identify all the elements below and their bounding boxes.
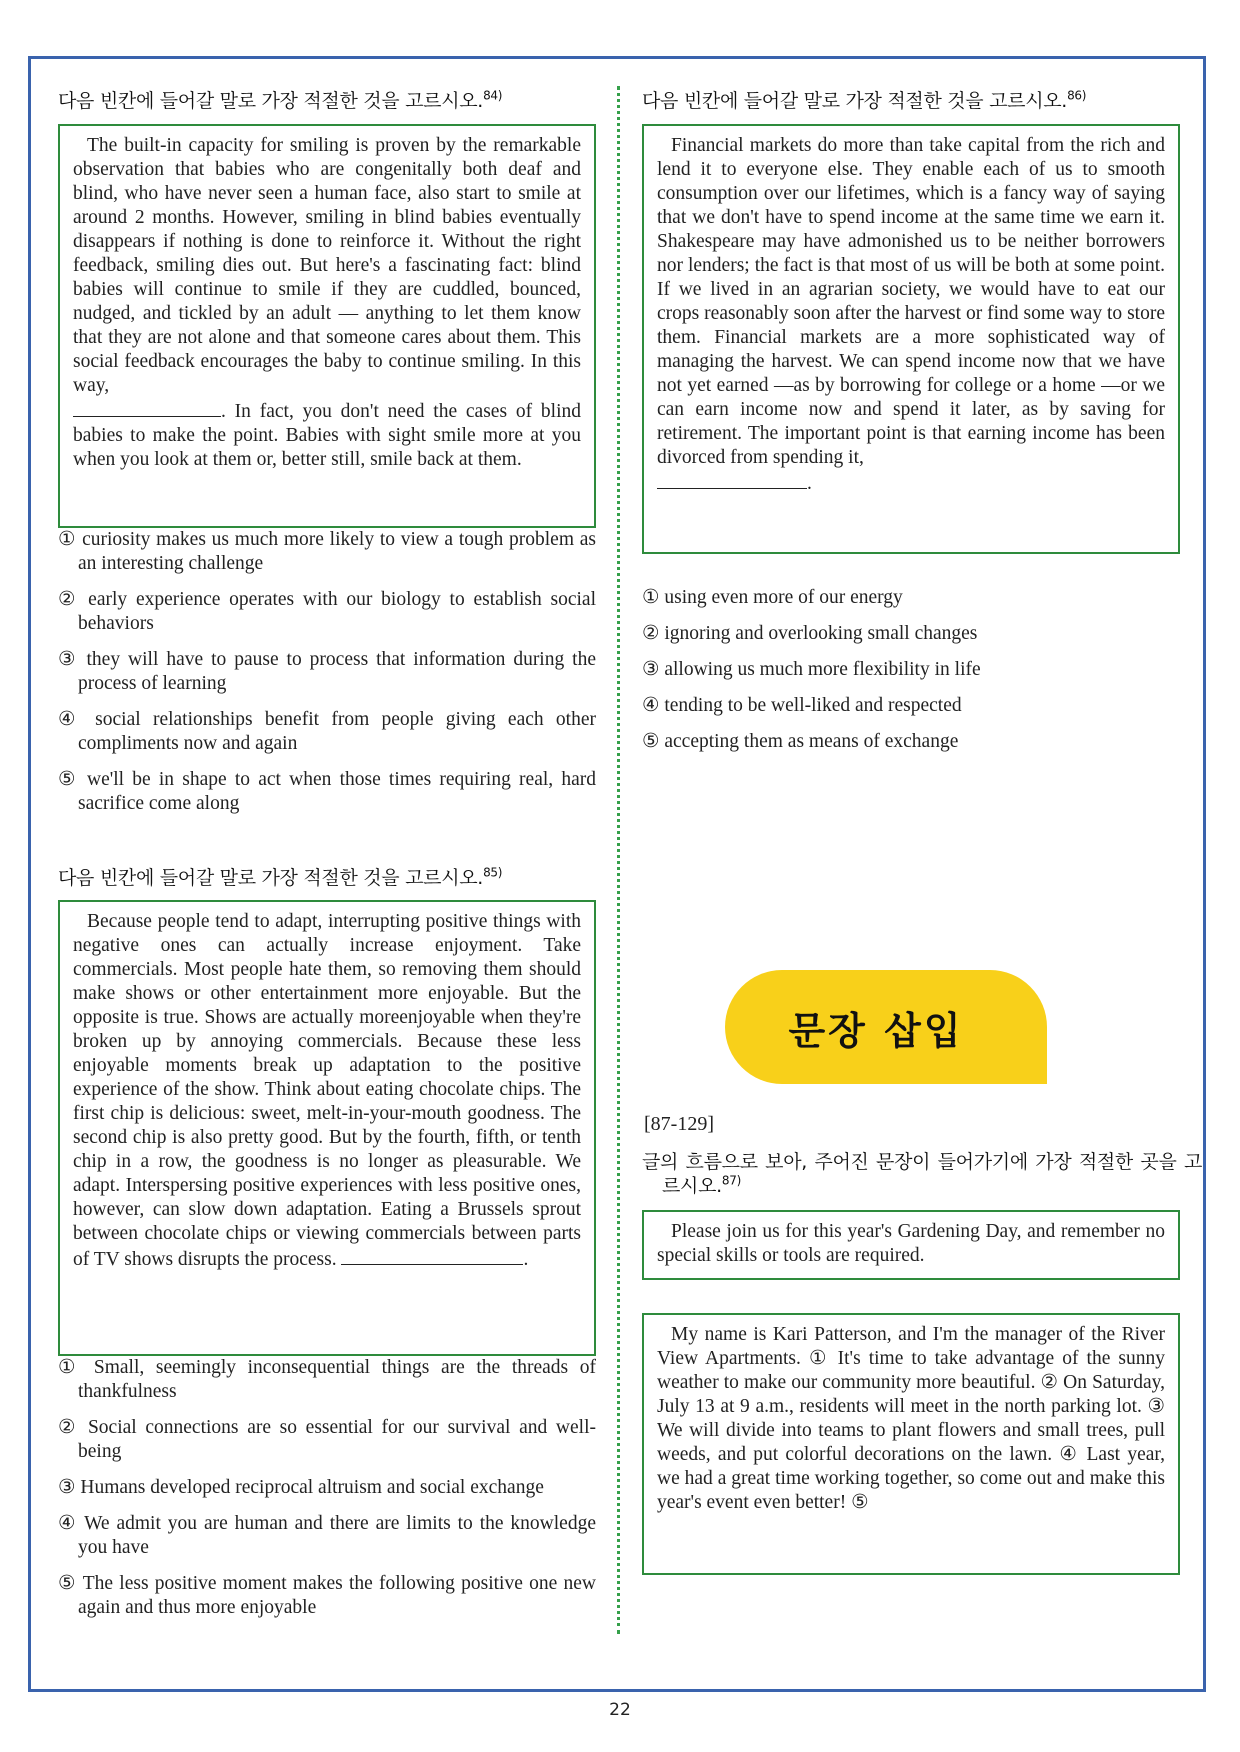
question-84-passage: The built-in capacity for smiling is proven by the remarkable observation that babies who are congenitally both deaf and blind, who have never seen a human face, also start to smile at around 2 months. However, smiling in blind babies eventually disappears if nothing is done to reinforce it. Without the right feedback, smiling dies out. But here's a fascinating fact: blind babies will continue to smile if they are cuddled, bounced, nudged, and tickled by an adult — anything to let them know that they are not alone and that someone cares about them. This social feedback encourages the baby to continue smiling. In this way, . In fact, you don't need the cases of blind babies to make the point. Babies with sight smile more at you when you look at them or, better still, smile back at them.: [58, 124, 596, 528]
answer-blank: [341, 1246, 523, 1265]
option-1[interactable]: ① curiosity makes us much more likely to view a tough problem as an interesting challenge: [58, 529, 596, 574]
option-5[interactable]: ⑤ we'll be in shape to act when those times requiring real, hard sacrifice come along: [58, 769, 596, 814]
option-3[interactable]: ③ allowing us much more flexibility in life: [642, 659, 981, 680]
option-2[interactable]: ② Social connections are so essential for our survival and well-being: [58, 1417, 596, 1462]
question-86-passage: Financial markets do more than take capital from the rich and lend it to everyone else. They enable each of us to smooth consumption over our lifetimes, which is a fancy way of saying that we don't have to spend income at the same time we earn it. Shakespeare may have admonished us to be neither borrowers nor lenders; the fact is that most of us will be both at some point. If we lived in an agrarian society, we would have to eat our crops reasonably soon after the harvest or find some way to store them. Financial markets are a more sophisticated way of managing the harvest. We can spend income now that we have not yet earned —as by borrowing for college or a home —or we can earn income now and spend it later, as by saving for retirement. The important point is that earning income has been divorced from spending it, .: [642, 124, 1180, 554]
option-3[interactable]: ③ Humans developed reciprocal altruism and social exchange: [58, 1477, 544, 1498]
question-87-heading: 글의 흐름으로 보아, 주어진 문장이 들어가기에 가장 적절한 곳을 고르시오.$^{87)}$: [642, 1151, 1202, 1197]
option-3[interactable]: ③ they will have to pause to process that information during the process of learning: [58, 649, 596, 694]
question-85-passage: Because people tend to adapt, interrupting positive things with negative ones can actually increase enjoyment. Take commercials. Most people hate them, so removing them should make shows or other entertainment more enjoyable. But the opposite is true. Shows are actually moreenjoyable when they're broken up by annoying commercials. Because these less enjoyable moments break up adaptation to the positive experience of the show. Think about eating chocolate chips. The first chip is delicious: sweet, melt-in-your-mouth goodness. The second chip is also pretty good. But by the fourth, fifth, or tenth chip in a row, the goodness is no longer as pleasurable. We adapt. Interspersing positive experiences with less positive ones, however, can slow down adaptation. Eating a Brussels sprout between chocolate chips or viewing commercials between parts of TV shows disrupts the process. .: [58, 900, 596, 1356]
question-87-passage: My name is Kari Patterson, and I'm the manager of the River View Apartments. ① It's time to take advantage of the sunny weather to make our community more beautiful. ② On Saturday, July 13 at 9 a.m., residents will meet in the north parking lot. ③ We will divide into teams to plant flowers and small trees, pull weeds, and put colorful decorations on the lawn. ④ Last year, we had a great time working together, so come out and make this year's event even better! ⑤: [642, 1313, 1180, 1575]
question-85-options: [58, 1356, 596, 1620]
answer-blank: [73, 398, 221, 417]
option-2[interactable]: ② ignoring and overlooking small changes: [642, 623, 978, 644]
option-1[interactable]: ① Small, seemingly inconsequential things are the threads of thankfulness: [58, 1357, 596, 1402]
option-4[interactable]: ④ We admit you are human and there are limits to the knowledge you have: [58, 1513, 596, 1558]
column-divider: [617, 86, 620, 1634]
option-4[interactable]: ④ social relationships benefit from people giving each other compliments now and again: [58, 709, 596, 754]
question-87-given-sentence: Please join us for this year's Gardening Day, and remember no special skills or tools are required.: [642, 1210, 1180, 1280]
page-number: 22: [609, 1700, 631, 1720]
option-1[interactable]: ① using even more of our energy: [642, 587, 903, 608]
question-84-heading: 다음 빈칸에 들어갈 말로 가장 적절한 것을 고르시오.$^{84)}$: [58, 88, 503, 112]
question-86-options: [642, 586, 1180, 754]
question-range: [87-129]: [644, 1113, 714, 1135]
question-86-heading: 다음 빈칸에 들어갈 말로 가장 적절한 것을 고르시오.$^{86)}$: [642, 88, 1087, 112]
question-85-heading: 다음 빈칸에 들어갈 말로 가장 적절한 것을 고르시오.$^{85)}$: [58, 865, 503, 889]
option-5[interactable]: ⑤ The less positive moment makes the following positive one new again and thus more enjoyable: [58, 1573, 596, 1618]
question-84-options: [58, 528, 596, 816]
option-5[interactable]: ⑤ accepting them as means of exchange: [642, 731, 959, 752]
answer-blank: [657, 470, 807, 489]
option-4[interactable]: ④ tending to be well-liked and respected: [642, 695, 962, 716]
section-title: 문장 삽입: [788, 1008, 964, 1053]
section-badge: [725, 970, 1047, 1084]
option-2[interactable]: ② early experience operates with our biology to establish social behaviors: [58, 589, 596, 634]
